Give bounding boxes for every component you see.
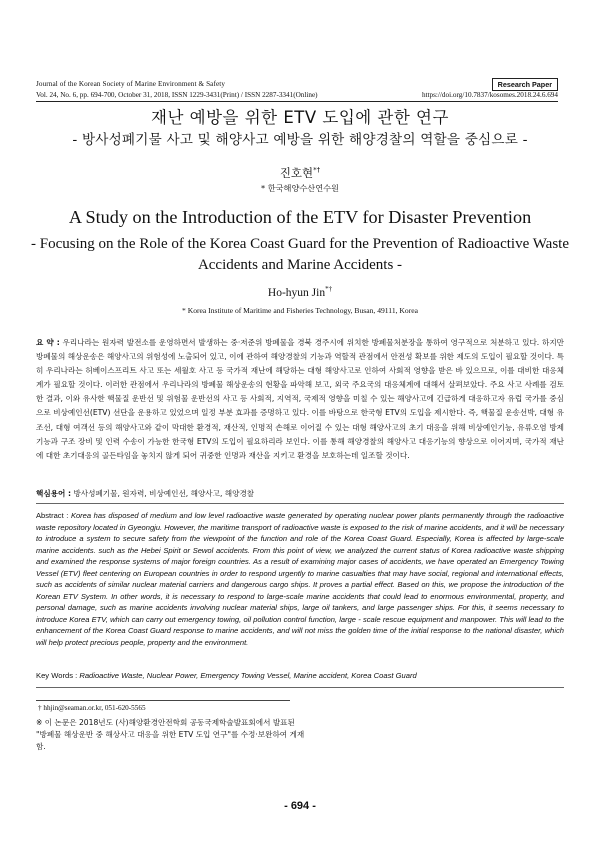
korean-author [0, 165, 600, 181]
footnote-divider [36, 700, 290, 701]
english-abstract-text: Korea has disposed of medium and low level radioactive waste generated by operating nuclear power plants permanently through the radioactive waste repository located in Gyeongju. However, the maritime transport of radioactive waste is exposed to the risk of marine accidents, and it will be necessary to introduce a system to secure safety from the viewpoint of the function and role of the Korea Coast Guard. Especially, Korea is affected by large-scale marine accidents. such as the Hebei Spirit or Sewol accidents. From this point of view, we analyzed the current status of Korea radioactive waste shipping and examined the response systems of major foreign countries. As a result of examining major cases of accidents, we have operated an Emergency Towing Vessel (ETV) fleet centering on European countries in order to respond urgently to marine casualties that may have social, regional and international effects, such as accidents of similar nuclear material carriers and dangerous cargo ships. It proves a partial effect. Based on this, we propose the introduction of the Korean ETV System. In other words, it is necessary to respond to large-scale marine accidents that could lead to enormous environmental, property, and personal damage, such as marine accidents involving nuclear material ships, large oil tankers, and large passenger ships. For this, it seems necessary to introduce Korea ETV, which can carry out emergency towing, oil pollution control function, large - scale rescue equipment and manpower. This will lead to the enhancement of the Korea Coast Guard response to marine accidents, and will not miss the golden time of the initial response to the national disaster, which will help protect precious people, property and the environment. [36, 511, 564, 648]
english-abstract [36, 510, 564, 649]
korean-abstract-label: 요 약 : [36, 338, 60, 347]
korean-author-name: 진호현 [279, 166, 314, 180]
english-abstract-label: Abstract : [36, 511, 69, 520]
english-keywords [36, 671, 564, 680]
article-type-badge: Research Paper [492, 78, 558, 91]
journal-name: Journal of the Korean Society of Marine Environment & Safety [36, 80, 226, 88]
english-title: A Study on the Introduction of the ETV for Disaster Prevention [68, 207, 532, 227]
korean-title: 재난 예방을 위한 ETV 도입에 관한 연구 [151, 108, 449, 127]
korean-keywords-text: 방사성폐기물, 원자력, 비상예인선, 해양사고, 해양경찰 [73, 489, 255, 498]
english-author-mark: *† [325, 285, 333, 293]
publication-note: ※ 이 논문은 2018년도 (사)해양환경안전학회 공동국제학술발표회에서 발표된 "방폐물 해상운반 중 해상사고 대응을 위한 ETV 도입 연구"를 수정·보완하여 게재함. [36, 718, 305, 752]
korean-author-mark: *† [313, 166, 321, 175]
doi-link[interactable]: https://doi.org/10.7837/kosomes.2018.24.6.694 [421, 91, 558, 99]
korean-keywords [36, 488, 564, 499]
korean-keywords-label: 핵심용어 : [36, 489, 72, 498]
english-author-name: Ho-hyun Jin [267, 286, 326, 299]
english-subtitle: - Focusing on the Role of the Korea Coast Guard for the Prevention of Radioactive Waste Accidents and Marine Accidents - [31, 236, 569, 273]
korean-affiliation: * 한국해양수산연수원 [261, 183, 339, 193]
page-number: - 694 - [284, 800, 316, 812]
english-keywords-text: Radioactive Waste, Nuclear Power, Emergency Towing Vessel, Marine accident, Korea Coast Guard [79, 671, 417, 680]
english-affiliation: * Korea Institute of Maritime and Fisheries Technology, Busan, 49111, Korea [182, 306, 418, 315]
abstract-bottom-divider [36, 687, 564, 688]
english-author [0, 285, 600, 299]
english-keywords-label: Key Words : [36, 671, 78, 680]
section-divider [36, 503, 564, 504]
volume-issn-line: Vol. 24, No. 6, pp. 694-700, October 31, 2018, ISSN 1229-3431(Print) / ISSN 2287-3341(Online) [36, 91, 318, 99]
korean-abstract [36, 336, 564, 463]
korean-abstract-text: 우리나라는 원자력 발전소를 운영하면서 발생하는 중·저준위 방폐물을 경북 경주시에 위치한 방폐물처분장을 통하여 영구적으로 처분하고 있다. 하지만 방폐물의 해상운송은 해양사고의 위험성에 노출되어 있고, 이에 관하여 해양경찰의 기능과 역할적 관점에서 안전성 확보를 위한 제도의 도입이 필요할 것이다. 특히 우리나라는 허베이스프리트 사고 또는 세월호 사고 등 국가적 재난에 해당하는 대형 해양사고로 인하여 사회적 영향을 받은 바 있으므로, 이를 대비한 대응체계가 필요할 것이다. 이러한 관점에서 우리나라의 방폐물 해상운송의 현황을 파악해 보고, 외국 주요국의 대응체계에 대해서 살펴보았다. 주요 사고 사례를 검토한 결과, 이와 유사한 핵물질 운반선 및 위험물 운반선의 사고 등 사회적, 지역적, 국제적 영향을 미칠 수 있는 해양사고에 긴급하게 대응하고자 유럽 국가를 중심으로 비상예인선(ETV) 선단을 운용하고 있었으며 일정 부분 효과를 증명하고 있다. 이를 바탕으로 한국형 ETV의 도입을 제시한다. 즉, 핵물질 운송선박, 대형 유조선, 대형 여객선 등의 해양사고와 같이 막대한 환경적, 재산적, 인명적 손해로 이어질 수 있는 대형 해양사고의 초기 대응을 위해 비상예인기능, 유류오염 방제기능과 구조 장비 및 인력 수송이 가능한 한국형 ETV의 도입이 필요하리라 보인다. 이를 통해 해양경찰의 해양사고 대응기능의 향상으로 이어지며, 국가적 재난에 대한 초기대응의 골든타임을 놓치지 않게 되어 귀중한 인명과 재산을 지키고 환경을 보호하는데 일조할 것이다. [36, 338, 564, 460]
header-divider [36, 101, 558, 102]
corresponding-author-contact: † hhjin@seaman.or.kr, 051-620-5565 [38, 704, 146, 712]
korean-subtitle: - 방사성폐기물 사고 및 해양사고 예방을 위한 해양경찰의 역할을 중심으로 - [72, 132, 528, 148]
